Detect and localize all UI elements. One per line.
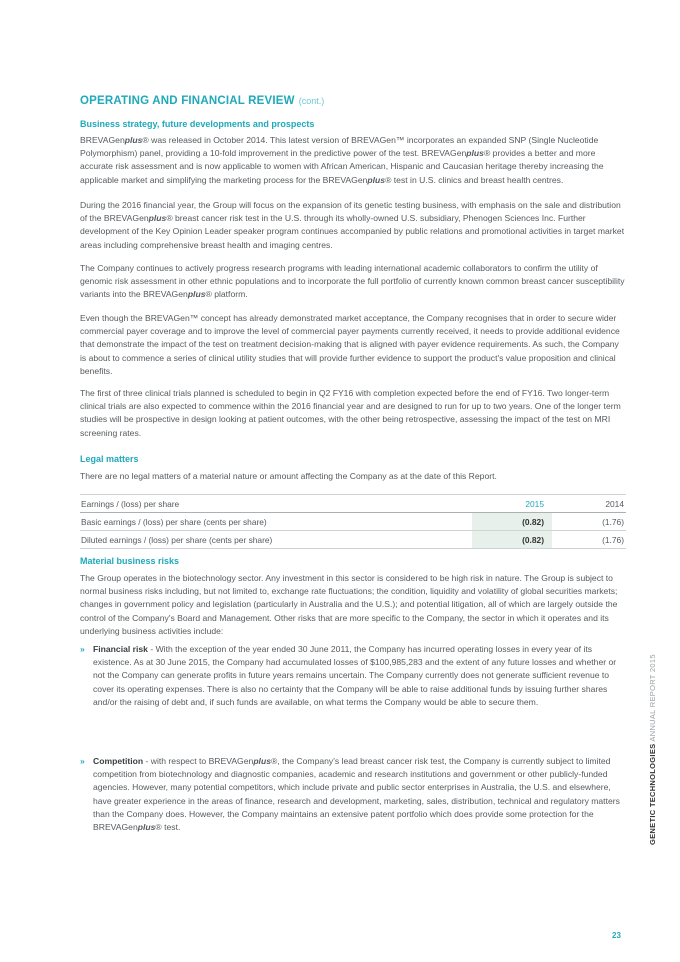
table-row [80,513,626,531]
vertical-footer-label [648,654,657,845]
table-cell-2015: (0.82) [472,531,552,548]
paragraph: During the 2016 financial year, the Group will focus on the expansion of its genetic testing business, with emphasis on the sale and distribution of the BREVAGenplus® breast cancer risk test in the U.S. through its wholly-owned U.S. subsidiary, Phenogen Sciences Inc. Further development of the Key Opinion Leader speaker program continues accompanied by public relations and promotional activities in target market areas including comprehensive breast health and imaging centres. [80,200,625,250]
table-header-label: Earnings / (loss) per share [81,498,180,509]
table-row-label: Diluted earnings / (loss) per share (cents per share) [81,534,273,545]
risk-item-title: Financial risk [93,644,148,654]
eps-table [80,494,626,549]
bullet-mark: » [80,756,85,766]
paragraph: The first of three clinical trials planned is scheduled to begin in Q2 FY16 with completion expected before the end of FY16. Two longer-term clinical trials are also expected to commence within the 2016 financial year and are designed to run for up to two years. One of the longer term studies will be prospective in design looking at patient outcomes, with the other being retrospective, assessing the impact of the test on MRI screening rates. [80,388,621,438]
table-header-row [80,494,626,513]
report-name: ANNUAL REPORT 2015 [648,654,657,742]
paragraph: BREVAGenplus® was released in October 2014. This latest version of BREVAGen™ incorporates an expanded SNP (Single Nucleotide Polymorphism) panel, providing a 10-fold improvement in the predictive power of the test. BREVAGenplus® provides a better and more accurate risk assessment and is now applicable to women with African American, Hispanic and Caucasian heritage thereby increasing the applicable market and simplifying the marketing process for the BREVAGenplus® test in U.S. clinics and breast health centres. [80,135,604,185]
page-number: 23 [612,931,621,940]
section-title-cont: (cont.) [298,96,325,106]
table-row [80,531,626,549]
legal-paragraph: There are no legal matters of a material nature or amount affecting the Company as at the date of this Report. [80,471,497,481]
risk-item-text: - With the exception of the year ended 30 June 2011, the Company has incurred operating losses in every year of its existence. As at 30 June 2015, the Company had accumulated losses of $100,985,283 and the extent of any future losses and whether or not the Company can generate profits in future years remains uncertain. The Company currently does not generate sufficient revenue to cover its operating expenses. There is also no certainty that the Company will be able to raise additional funds by issuing further shares and/or the raising of debt and, if such funds are available, on what terms the Company would be able to secure them. [93,644,617,707]
risk-item-competition [80,755,626,834]
table-cell-2015: (0.82) [472,513,552,530]
company-name: GENETIC TECHNOLOGIES [648,743,657,845]
table-header-2014: 2014 [605,498,624,509]
table-cell-2014: (1.76) [602,516,624,527]
legal-heading: Legal matters [80,454,139,464]
risk-item-financial [80,643,626,709]
risks-intro: The Group operates in the biotechnology sector. Any investment in this sector is considered to be high risk in nature. The Group is subject to normal business risks including, but not limited to, exchange rate fluctuations; the condition, liquidity and volatility of global securities markets; changes in government policy and legislation (particularly in Australia and the U.S.); and potential litigation, all of which are largely outside the control of the Company's Board and Management. Other risks that are more specific to the Company, the sector in which it operates and its underlying business activities include: [80,573,618,636]
risk-item-text: - with respect to BREVAGenplus®, the Company's lead breast cancer risk test, the Company is currently subject to limited competition from biotechnology and diagnostic companies, academic and research institutions and government or other publicly-funded agencies. However, many potential competitors, which include private and public sector enterprises in Australia, the U.S. and elsewhere, have greater experience in the areas of finance, research and development, marketing, sales, distribution, technical and regulatory matters than the Company does. However, the Company maintains an extensive patent portfolio which does provide some protection for the BREVAGenplus® test. [93,756,620,833]
section-title-text: OPERATING AND FINANCIAL REVIEW [80,95,295,107]
paragraph: The Company continues to actively progress research programs with leading international academic collaborators to confirm the utility of genomic risk assessment in other ethnic populations and to incorporate the full portfolio of currently known common breast cancer susceptibility variants into the BREVAGenplus® platform. [80,263,625,300]
business-strategy-heading: Business strategy, future developments and prospects [80,119,315,129]
table-header-2015: 2015 [525,498,544,509]
risk-item-title: Competition [93,756,144,766]
paragraph: Even though the BREVAGen™ concept has already demonstrated market acceptance, the Company recognises that in order to secure wider commercial payer coverage and to improve the level of commercial payer payments currently received, it needs to provide additional evidence that demonstrate the impact of the test on treatment decision-making that is aligned with payer evidence requirements. As such, the Company is about to commence a series of clinical utility studies that will provide further evidence to support the product's value proposition and clinical benefits. [80,313,620,376]
table-cell-2014: (1.76) [602,534,624,545]
risks-heading: Material business risks [80,556,180,566]
section-title [80,95,324,107]
bullet-mark: » [80,644,85,654]
table-row-label: Basic earnings / (loss) per share (cents per share) [81,516,267,527]
